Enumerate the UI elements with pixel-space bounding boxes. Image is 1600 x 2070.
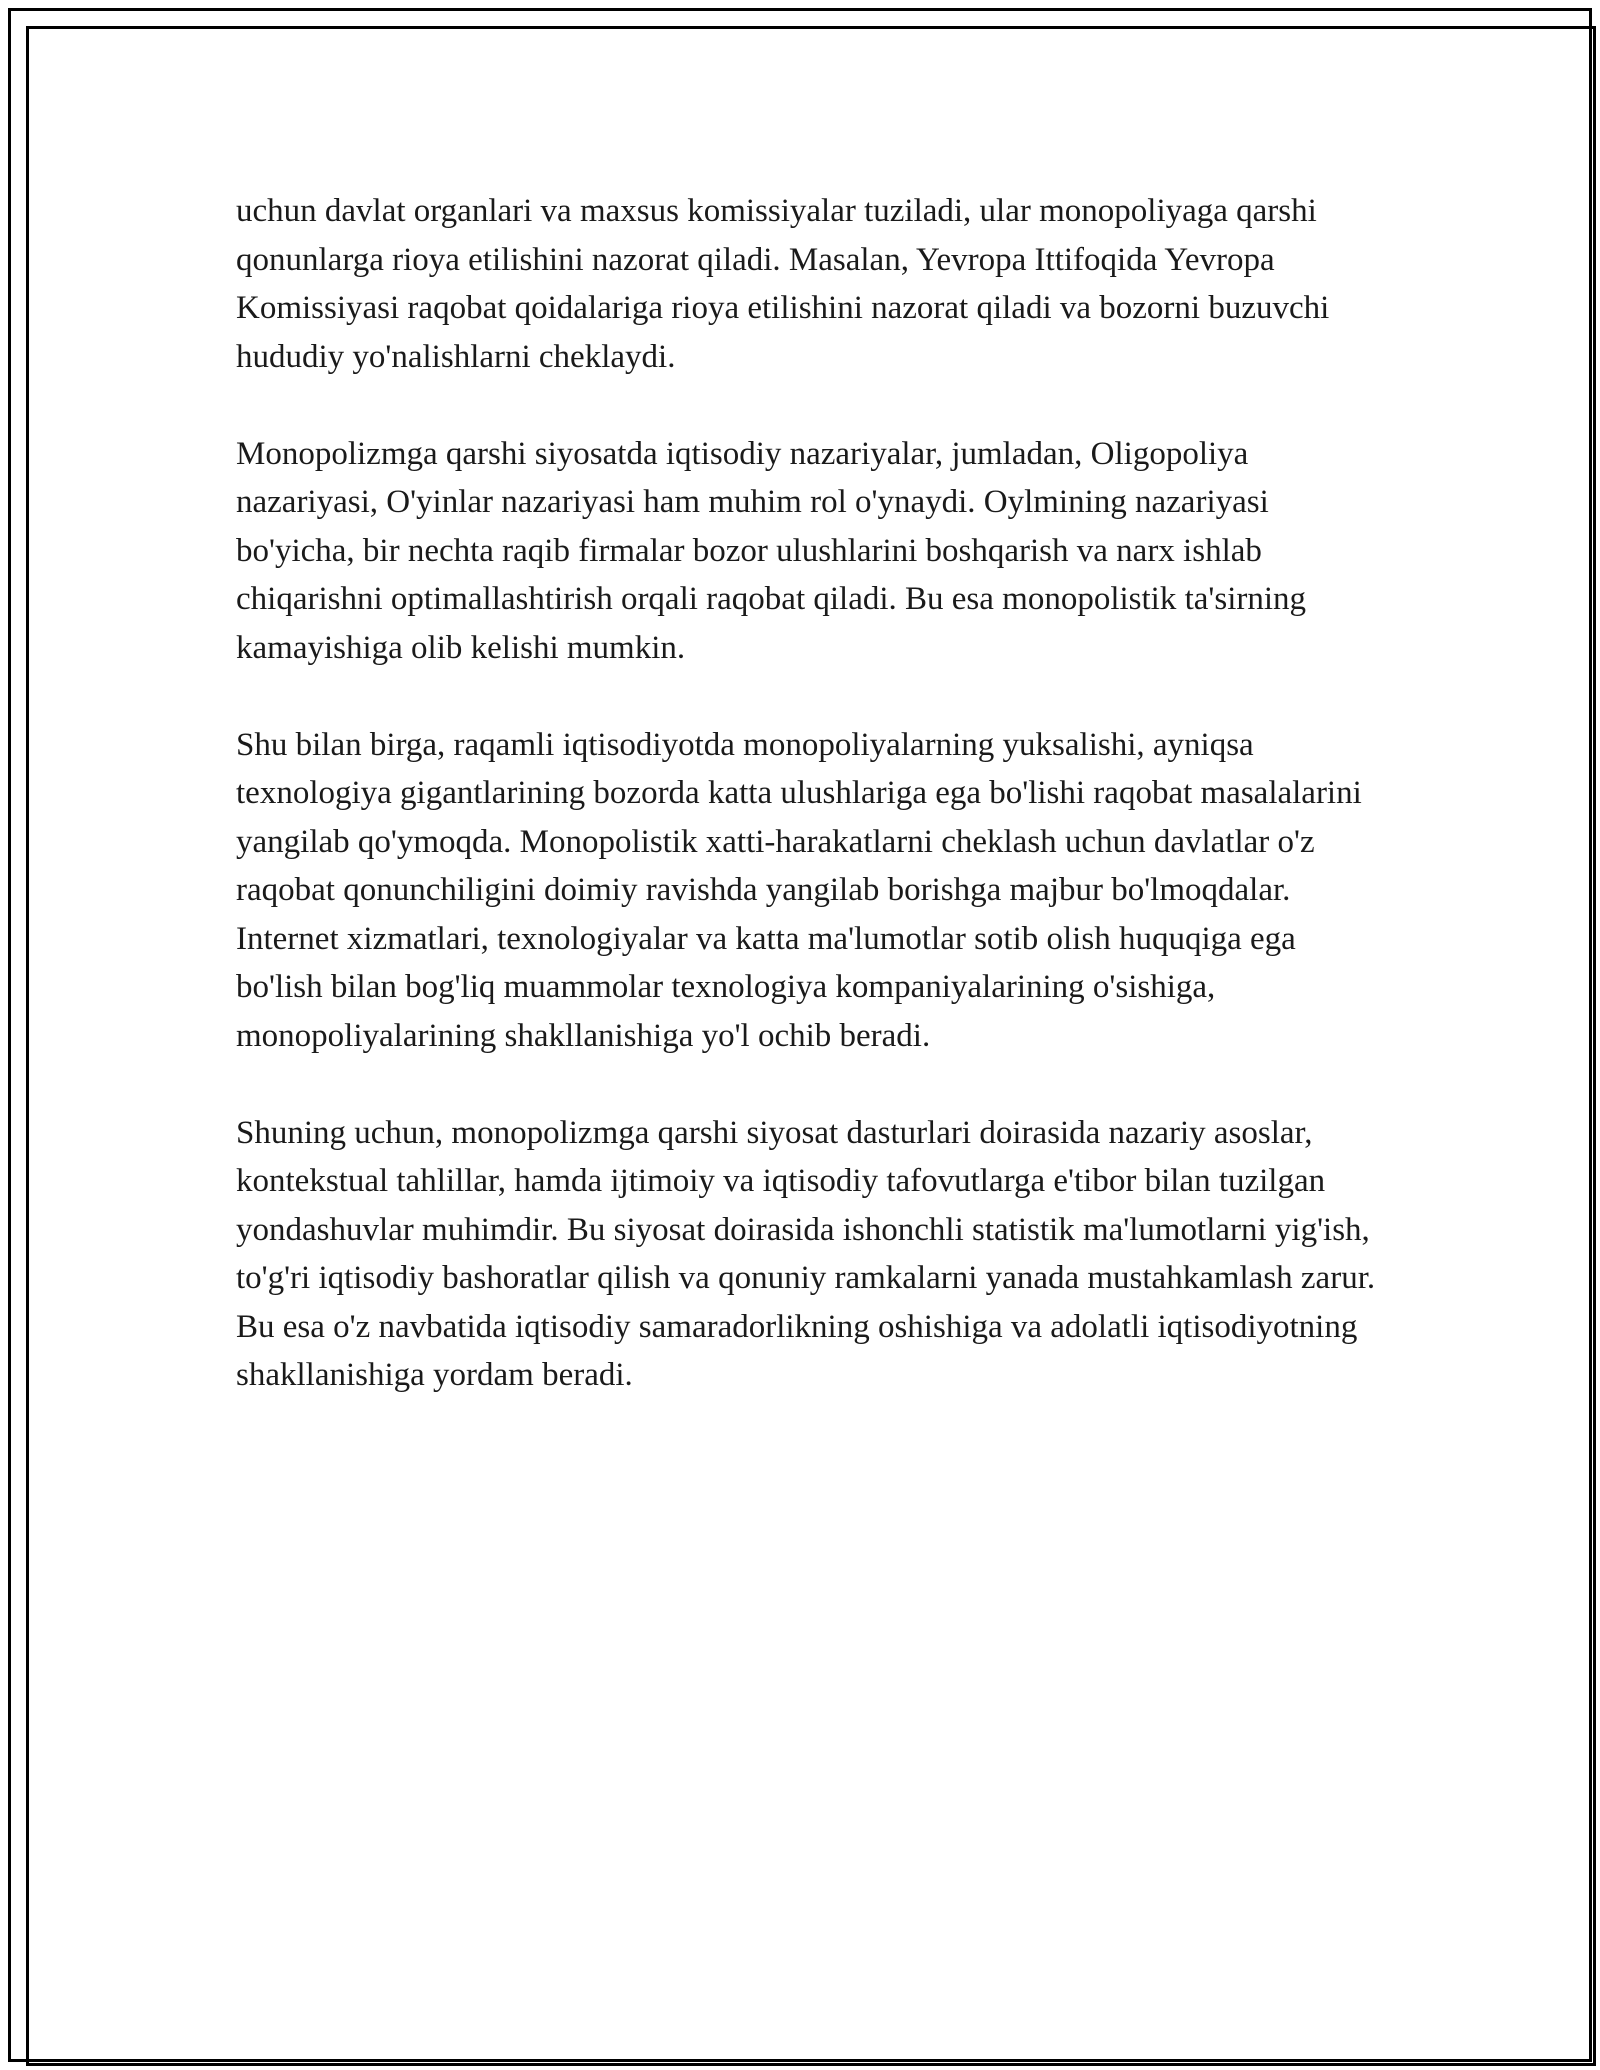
paragraph-3: Shu bilan birga, raqamli iqtisodiyotda monopoliyalarning yuksalishi, ayniqsa texnologiya gigantlarining bozorda katta ulushlariga ega bo'lishi raqobat masalalarini yangilab qo'ymoqda. Monopolistik xatti-harakatlarni cheklash uchun davlatlar o'z raqobat qonunchiligini doimiy ravishda yangilab borishga majbur bo'lmoqdalar. Internet xizmatlari, texnologiyalar va katta ma'lumotlar sotib olish huquqiga ega bo'lish bilan bog'liq muammolar texnologiya kompaniyalarining o'sishiga, monopoliyalarining shakllanishiga yo'l ochib beradi. bbox=[236, 726, 1362, 1054]
paragraph-2: Monopolizmga qarshi siyosatda iqtisodiy nazariyalar, jumladan, Oligopoliya nazariyasi, O'yinlar nazariyasi ham muhim rol o'ynaydi. Oylmining nazariyasi bo'yicha, bir nechta raqib firmalar bozor ulushlarini boshqarish va narx ishlab chiqarishni optimallashtirish orqali raqobat qiladi. Bu esa monopolistik ta'sirning kamayishiga olib kelishi mumkin. bbox=[236, 435, 1307, 666]
paragraph-4: Shuning uchun, monopolizmga qarshi siyosat dasturlari doirasida nazariy asoslar, kontekstual tahlillar, hamda ijtimoiy va iqtisodiy tafovutlarga e'tibor bilan tuzilgan yondashuvlar muhimdir. Bu siyosat doirasida ishonchli statistik ma'lumotlarni yig'ish, to'g'ri iqtisodiy bashoratlar qilish va qonuniy ramkalarni yanada mustahkamlash zarur. Bu esa o'z navbatida iqtisodiy samaradorlikning oshishiga va adolatli iqtisodiyotning shakllanishiga yordam beradi. bbox=[236, 1114, 1376, 1393]
paragraph-1: uchun davlat organlari va maxsus komissiyalar tuziladi, ular monopoliyaga qarshi qonunlarga rioya etilishini nazorat qiladi. Masalan, Yevropa Ittifoqida Yevropa Komissiyasi raqobat qoidalariga rioya etilishini nazorat qiladi va bozorni buzuvchi hududiy yo'nalishlarni cheklaydi. bbox=[236, 193, 1330, 375]
document-body bbox=[236, 187, 1376, 1400]
